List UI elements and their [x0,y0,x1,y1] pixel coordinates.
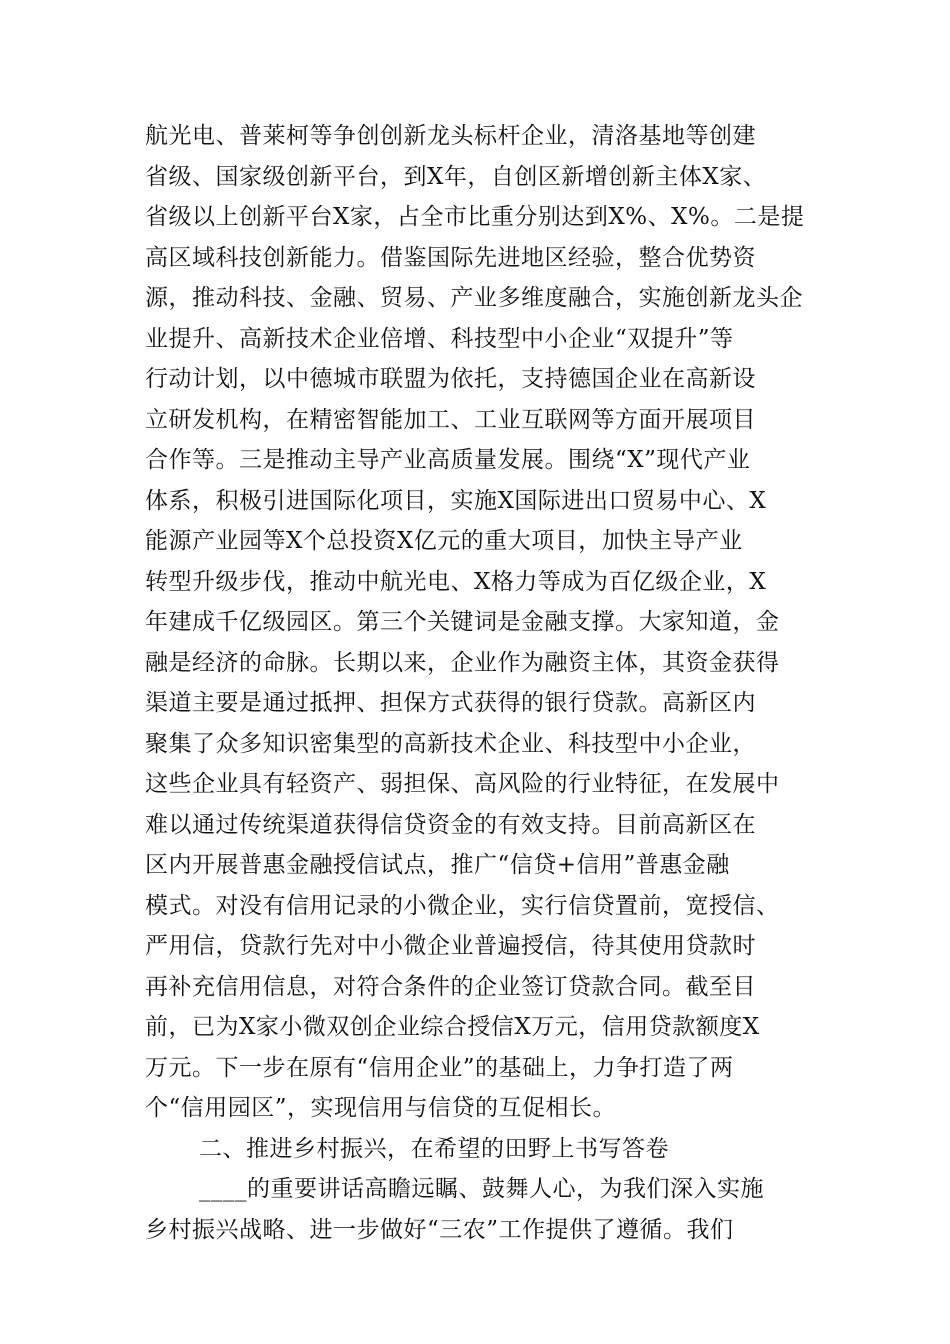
text-line: 严用信，贷款行先对中小微企业普遍授信，待其使用贷款时 [145,933,756,959]
text-line: 省级以上创新平台X家，占全市比重分别达到X%、X%。二是提 [145,204,805,230]
body-text [145,116,810,1250]
text-line: ____的重要讲话高瞻远瞩、鼓舞人心，为我们深入实施 [199,1176,764,1202]
text-line: 航光电、普莱柯等争创创新龙头标杆企业，清洛基地等创建 [145,123,756,149]
text-line: 业提升、高新技术企业倍增、科技型中小企业“双提升”等 [145,325,734,352]
text-line: 渠道主要是通过抵押、担保方式获得的银行贷款。高新区内 [145,690,756,716]
text-line: 体系，积极引进国际化项目，实施X国际进出口贸易中心、X [145,487,767,514]
text-line: 乡村振兴战略、进一步做好“三农”工作提供了遵循。我们 [145,1216,734,1243]
text-line: 年建成千亿级园区。第三个关键词是金融支撑。大家知道，金 [145,609,780,635]
section-heading: 二、推进乡村振兴，在希望的田野上书写答卷 [199,1135,669,1162]
text-line: 转型升级步伐，推动中航光电、X格力等成为百亿级企业，X [145,568,767,595]
text-line: 能源产业园等X个总投资X亿元的重大项目，加快主导产业 [145,528,743,554]
text-line: 高区域科技创新能力。借鉴国际先进地区经验，整合优势资 [145,244,756,271]
text-line: 合作等。三是推动主导产业高质量发展。围绕“X”现代产业 [145,447,751,473]
text-line: 万元。下一步在原有“信用企业”的基础上，力争打造了两 [145,1054,734,1081]
text-line: 区内开展普惠金融授信试点，推广“信贷+信用”普惠金融 [145,852,730,878]
text-line: 模式。对没有信用记录的小微企业，实行信贷置前，宽授信、 [145,892,780,919]
text-line: 前，已为X家小微双创企业综合授信X万元，信用贷款额度X [145,1014,760,1040]
text-line: 聚集了众多知识密集型的高新技术企业、科技型中小企业， [145,730,756,757]
text-line: 难以通过传统渠道获得信贷资金的有效支持。目前高新区在 [145,811,756,838]
text-line: 融是经济的命脉。长期以来，企业作为融资主体，其资金获得 [145,649,780,676]
text-line: 再补充信用信息，对符合条件的企业签订贷款合同。截至目 [145,973,756,1000]
text-line: 行动计划，以中德城市联盟为依托，支持德国企业在高新设 [145,366,756,392]
text-line: 立研发机构，在精密智能加工、工业互联网等方面开展项目 [145,406,756,433]
text-line: 个“信用园区”，实现信用与信贷的互促相长。 [145,1095,617,1121]
text-line: 这些企业具有轻资产、弱担保、高风险的行业特征，在发展中 [145,771,780,797]
text-line: 省级、国家级创新平台，到X年，自创区新增创新主体X家、 [145,163,767,190]
text-line: 源，推动科技、金融、贸易、产业多维度融合，实施创新龙头企 [145,285,803,311]
